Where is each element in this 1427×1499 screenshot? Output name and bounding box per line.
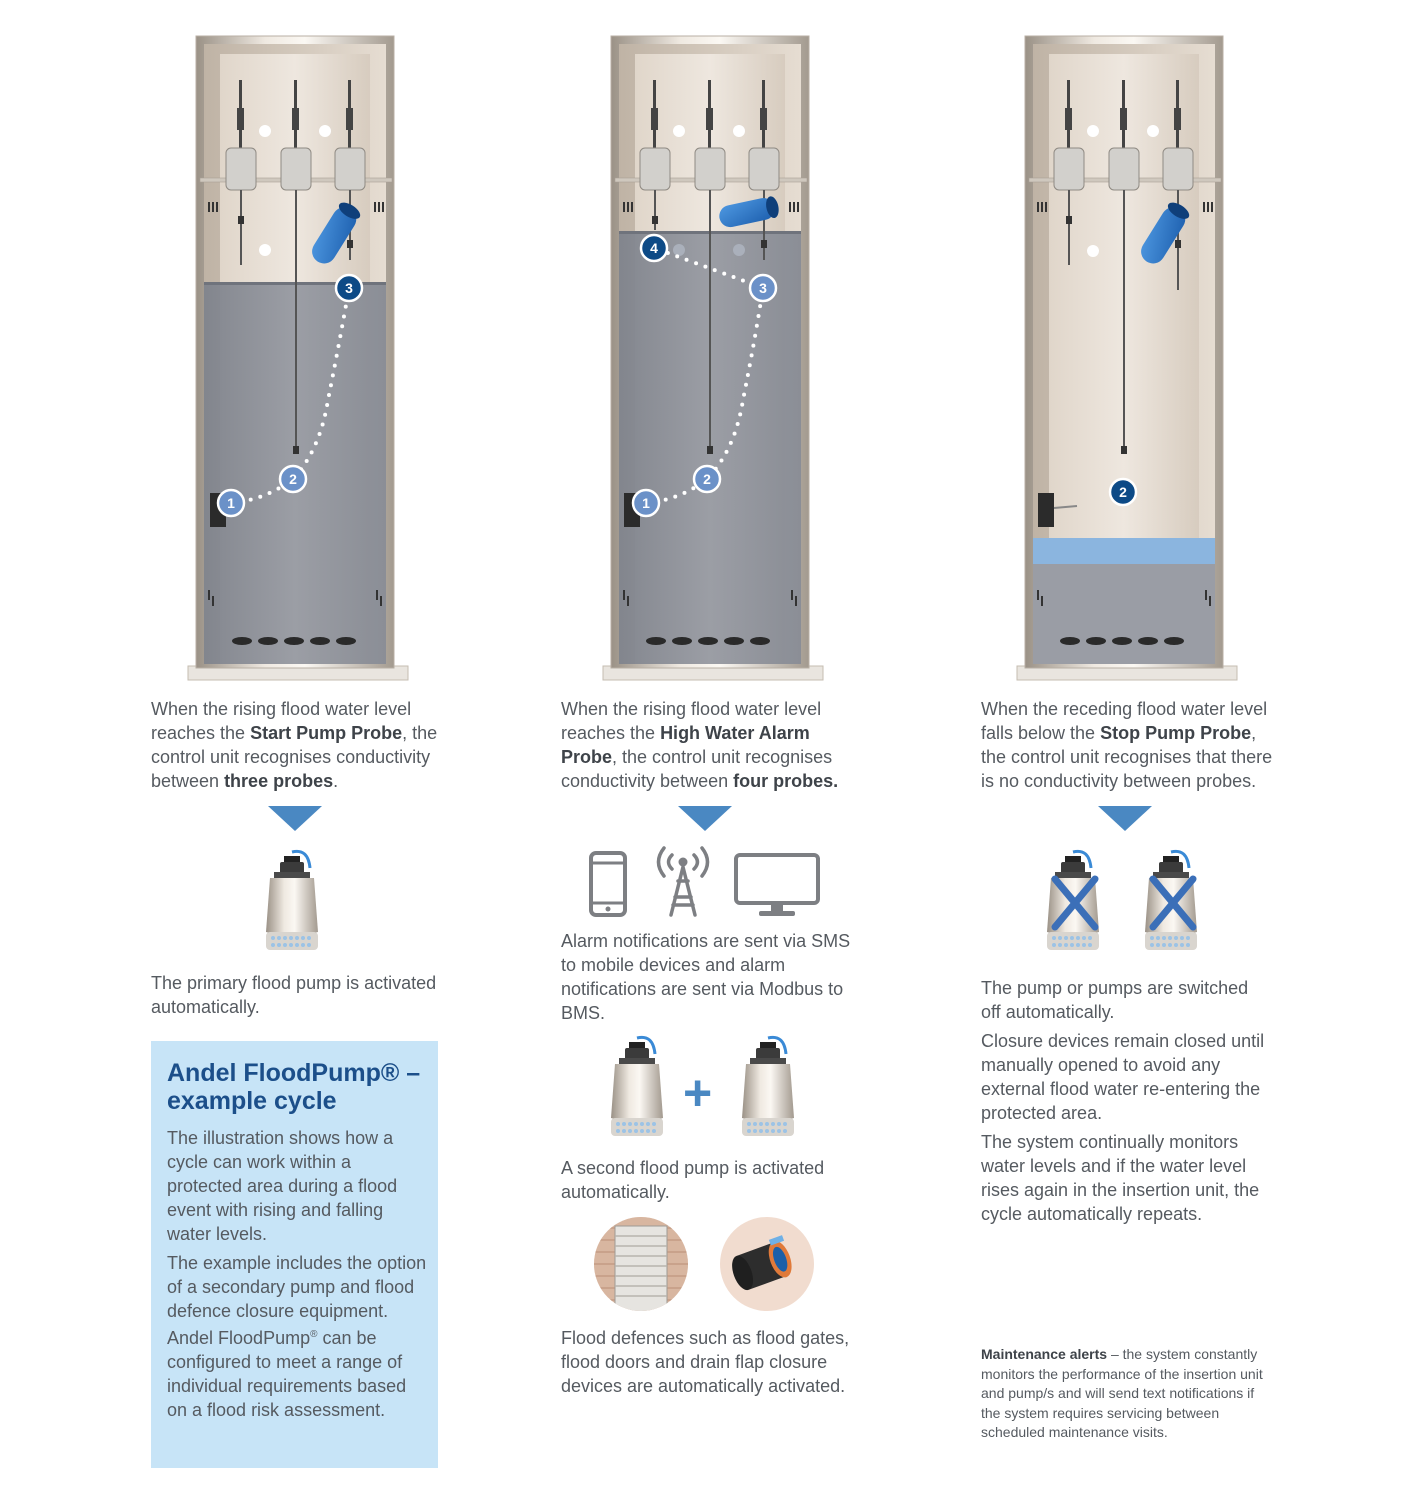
drain-flap-icon bbox=[719, 1216, 815, 1312]
svg-text:2: 2 bbox=[703, 471, 711, 487]
mobile-phone-icon bbox=[589, 851, 627, 917]
infobox-para-2: The example includes the option of a secondary pump and flood defence closure equipment. Andel FloodPump® can be configured to meet a range of individual requirements based on a flood risk assessment. bbox=[167, 1253, 427, 1420]
alarm-notifications-text: Alarm notifications are sent via SMS to mobile devices and alarm notifications are sent via Modbus to BMS. bbox=[561, 931, 851, 1023]
probe-badge bbox=[750, 275, 776, 301]
down-arrow-icon bbox=[678, 806, 732, 831]
svg-text:3: 3 bbox=[345, 280, 353, 296]
plus-icon: + bbox=[683, 1065, 713, 1121]
probe-badge bbox=[633, 490, 659, 516]
radio-tower-icon bbox=[652, 845, 714, 917]
infobox-para-1: The illustration shows how a cycle can work within a protected area during a flood event with rising and falling water levels. bbox=[167, 1128, 398, 1244]
cabinet-stop-pump bbox=[1009, 30, 1245, 682]
closure-devices-text: Closure devices remain closed until manually opened to avoid any external flood water re-entering the protected area. bbox=[981, 1031, 1265, 1123]
monitor-icon bbox=[733, 852, 821, 918]
probe-badge bbox=[641, 235, 667, 261]
svg-text:2: 2 bbox=[289, 471, 297, 487]
pump-icon bbox=[609, 1031, 669, 1143]
probe-badge bbox=[218, 490, 244, 516]
example-cycle-infobox bbox=[151, 1041, 438, 1468]
svg-text:2: 2 bbox=[1119, 484, 1127, 500]
second-pump-text: A second flood pump is activated automatically. bbox=[561, 1158, 825, 1202]
cross-icon bbox=[1047, 873, 1103, 933]
cabinet-high-water-alarm bbox=[595, 30, 831, 682]
probe-badge bbox=[280, 466, 306, 492]
pump-icon bbox=[740, 1031, 800, 1143]
cabinet-start-pump bbox=[180, 30, 416, 682]
caption-high-water-alarm: When the rising flood water level reaches the High Water Alarm Probe, the control unit recognises conductivity between four probes. bbox=[561, 699, 839, 791]
svg-text:3: 3 bbox=[759, 280, 767, 296]
cross-icon bbox=[1145, 873, 1201, 933]
svg-text:1: 1 bbox=[642, 495, 650, 511]
pumps-off-text: The pump or pumps are switched off automatically. bbox=[981, 978, 1249, 1022]
probe-badge bbox=[336, 275, 362, 301]
primary-pump-text: The primary flood pump is activated automatically. bbox=[151, 973, 437, 1017]
probe-badge bbox=[1110, 479, 1136, 505]
monitoring-text: The system continually monitors water levels and if the water level rises again in the insertion unit, the cycle automatically repeats. bbox=[981, 1132, 1260, 1224]
flood-defences-text: Flood defences such as flood gates, flood doors and drain flap closure devices are automatically activated. bbox=[561, 1328, 850, 1396]
pump-off-2 bbox=[1143, 845, 1203, 957]
svg-text:4: 4 bbox=[650, 240, 658, 256]
flood-door-icon bbox=[593, 1216, 689, 1312]
infobox-title: Andel FloodPump® – example cycle bbox=[167, 1059, 421, 1115]
pump-icon bbox=[264, 845, 324, 957]
down-arrow-icon bbox=[1098, 806, 1152, 831]
probe-badge bbox=[694, 466, 720, 492]
caption-start-pump: When the rising flood water level reaches the Start Pump Probe, the control unit recognises conductivity between three probes. bbox=[151, 699, 438, 791]
pump-off-1 bbox=[1045, 845, 1105, 957]
svg-text:1: 1 bbox=[227, 495, 235, 511]
maintenance-alerts-text: Maintenance alerts – the system constantly monitors the performance of the insertion unit and pump/s and will send text notifications if the system requires servicing between scheduled maintenance visits. bbox=[981, 1346, 1263, 1440]
down-arrow-icon bbox=[268, 806, 322, 831]
caption-stop-pump: When the receding flood water level falls below the Stop Pump Probe, the control unit recognises that there is no conductivity between probes. bbox=[981, 699, 1273, 791]
